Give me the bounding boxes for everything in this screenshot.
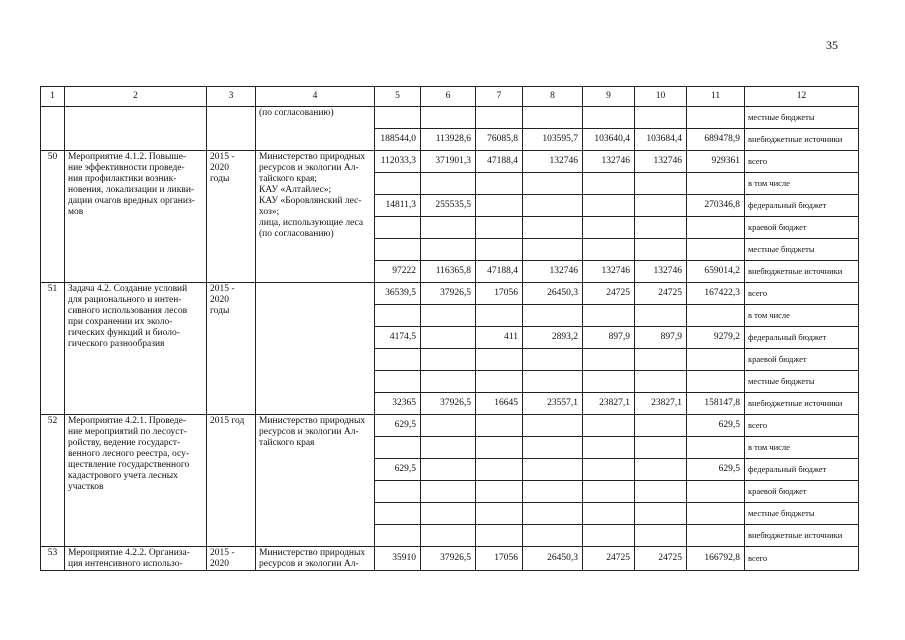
value-cell — [421, 437, 476, 459]
period-cell — [207, 415, 256, 547]
row-number-cell: 50 — [41, 151, 65, 283]
column-header: 2 — [65, 87, 207, 107]
value-cell — [421, 525, 476, 547]
value-cell — [375, 107, 421, 129]
value-cell — [583, 349, 635, 371]
value-cell: 158147,8 — [687, 393, 745, 415]
value-cell — [635, 305, 687, 327]
value-cell: 2893,2 — [523, 327, 583, 349]
funding-source-cell: краевой бюджет — [745, 349, 859, 371]
value-cell — [421, 217, 476, 239]
value-cell: 897,9 — [583, 327, 635, 349]
executor-cell — [256, 547, 375, 571]
value-cell — [583, 195, 635, 217]
value-cell — [523, 371, 583, 393]
measure-name-cell — [65, 415, 207, 547]
funding-source-cell: внебюджетные источники — [745, 525, 859, 547]
value-cell — [523, 481, 583, 503]
measure-name-cell — [65, 107, 207, 151]
value-cell — [421, 173, 476, 195]
value-cell: 132746 — [635, 151, 687, 173]
value-cell — [635, 481, 687, 503]
period-text: 2015 год — [210, 416, 245, 426]
value-cell — [687, 239, 745, 261]
value-cell — [583, 217, 635, 239]
value-cell — [635, 525, 687, 547]
value-cell — [375, 349, 421, 371]
value-cell — [687, 525, 745, 547]
column-header: 9 — [583, 87, 635, 107]
value-cell: 112033,3 — [375, 151, 421, 173]
value-cell — [476, 173, 523, 195]
value-cell: 23557,1 — [523, 393, 583, 415]
funding-source-cell: в том числе — [745, 173, 859, 195]
column-header: 12 — [745, 87, 859, 107]
row-number-cell — [41, 107, 65, 151]
value-cell — [421, 503, 476, 525]
value-cell: 14811,3 — [375, 195, 421, 217]
table-row — [41, 547, 859, 571]
budget-table — [40, 86, 859, 571]
value-cell — [583, 503, 635, 525]
value-cell — [476, 481, 523, 503]
value-cell: 689478,9 — [687, 129, 745, 151]
row-number-cell: 53 — [41, 547, 65, 571]
executor-cell — [256, 107, 375, 151]
value-cell — [523, 305, 583, 327]
value-cell: 629,5 — [375, 415, 421, 437]
value-cell: 37926,5 — [421, 283, 476, 305]
period-cell — [207, 283, 256, 415]
value-cell — [375, 481, 421, 503]
period-text: 2015 - 2020 годы — [210, 284, 235, 316]
funding-source-cell: всего — [745, 547, 859, 571]
value-cell: 371901,3 — [421, 151, 476, 173]
value-cell: 17056 — [476, 283, 523, 305]
value-cell — [421, 239, 476, 261]
value-cell — [476, 239, 523, 261]
value-cell: 23827,1 — [635, 393, 687, 415]
value-cell: 167422,3 — [687, 283, 745, 305]
value-cell — [421, 371, 476, 393]
measure-name-cell — [65, 151, 207, 283]
row-number-cell: 52 — [41, 415, 65, 547]
column-header: 10 — [635, 87, 687, 107]
period-cell — [207, 547, 256, 571]
executor-text: Министерство природных ресурсов и экологии Ал- — [259, 548, 366, 569]
executor-text: (по согласованию) — [259, 108, 334, 118]
value-cell: 24725 — [583, 283, 635, 305]
value-cell — [583, 173, 635, 195]
value-cell — [375, 437, 421, 459]
value-cell — [476, 305, 523, 327]
period-cell — [207, 107, 256, 151]
value-cell: 188544,0 — [375, 129, 421, 151]
value-cell — [635, 173, 687, 195]
value-cell — [476, 371, 523, 393]
value-cell — [375, 371, 421, 393]
value-cell: 37926,5 — [421, 547, 476, 571]
funding-source-cell: всего — [745, 283, 859, 305]
value-cell — [523, 437, 583, 459]
value-cell: 929361 — [687, 151, 745, 173]
value-cell: 116365,8 — [421, 261, 476, 283]
executor-cell — [256, 415, 375, 547]
table-row — [41, 283, 859, 305]
executor-text: Министерство природных ресурсов и экологии Ал- тайского края; КАУ «Алтайлес»; КАУ «Боровлянский лес- хоз»; лица, использующие леса (по согласованию) — [259, 152, 366, 239]
value-cell — [375, 305, 421, 327]
value-cell — [583, 459, 635, 481]
value-cell — [583, 415, 635, 437]
value-cell: 103640,4 — [583, 129, 635, 151]
column-header: 11 — [687, 87, 745, 107]
funding-source-cell: федеральный бюджет — [745, 195, 859, 217]
value-cell — [583, 525, 635, 547]
header-row — [41, 87, 859, 107]
value-cell: 270346,8 — [687, 195, 745, 217]
measure-name-text: Задача 4.2. Создание условий для рационального и интен- сивного использования лесов при сохранении их эколо- гических функций и биоло- гического разнообразия — [68, 284, 188, 349]
measure-name-cell — [65, 547, 207, 571]
value-cell: 47188,4 — [476, 151, 523, 173]
value-cell — [687, 107, 745, 129]
period-cell — [207, 151, 256, 283]
table-row — [41, 151, 859, 173]
value-cell — [476, 349, 523, 371]
value-cell — [476, 415, 523, 437]
value-cell — [523, 217, 583, 239]
funding-source-cell: всего — [745, 415, 859, 437]
value-cell — [687, 437, 745, 459]
value-cell — [523, 195, 583, 217]
value-cell — [476, 437, 523, 459]
value-cell — [635, 195, 687, 217]
value-cell — [523, 349, 583, 371]
column-header: 1 — [41, 87, 65, 107]
value-cell — [583, 239, 635, 261]
funding-source-cell: федеральный бюджет — [745, 327, 859, 349]
row-number-cell: 51 — [41, 283, 65, 415]
value-cell: 16645 — [476, 393, 523, 415]
measure-name-text: Мероприятие 4.1.2. Повыше- ние эффективности проведе- ния профилактики возник- новения, локализации и ликви- дации очагов вредных организ- мов — [68, 152, 195, 217]
value-cell — [583, 107, 635, 129]
table-row — [41, 107, 859, 129]
value-cell — [421, 349, 476, 371]
value-cell: 35910 — [375, 547, 421, 571]
value-cell: 24725 — [635, 283, 687, 305]
column-header: 7 — [476, 87, 523, 107]
funding-source-cell: в том числе — [745, 305, 859, 327]
funding-source-cell: местные бюджеты — [745, 239, 859, 261]
value-cell — [523, 525, 583, 547]
period-text: 2015 - 2020 годы — [210, 152, 235, 184]
value-cell: 32365 — [375, 393, 421, 415]
measure-name-cell — [65, 283, 207, 415]
value-cell — [421, 481, 476, 503]
funding-source-cell: местные бюджеты — [745, 371, 859, 393]
value-cell: 103684,4 — [635, 129, 687, 151]
value-cell — [635, 437, 687, 459]
funding-source-cell: внебюджетные источники — [745, 393, 859, 415]
value-cell: 411 — [476, 327, 523, 349]
value-cell — [421, 327, 476, 349]
value-cell — [421, 459, 476, 481]
value-cell — [375, 173, 421, 195]
value-cell — [635, 459, 687, 481]
column-header: 5 — [375, 87, 421, 107]
value-cell — [635, 503, 687, 525]
value-cell — [687, 305, 745, 327]
value-cell: 132746 — [523, 151, 583, 173]
value-cell — [687, 349, 745, 371]
value-cell — [421, 305, 476, 327]
value-cell: 76085,8 — [476, 129, 523, 151]
value-cell: 97222 — [375, 261, 421, 283]
value-cell — [583, 437, 635, 459]
value-cell — [635, 107, 687, 129]
value-cell: 132746 — [635, 261, 687, 283]
value-cell — [523, 503, 583, 525]
column-header: 4 — [256, 87, 375, 107]
value-cell: 9279,2 — [687, 327, 745, 349]
value-cell: 26450,3 — [523, 547, 583, 571]
value-cell — [523, 107, 583, 129]
value-cell — [476, 459, 523, 481]
value-cell: 24725 — [583, 547, 635, 571]
value-cell: 629,5 — [687, 459, 745, 481]
value-cell: 132746 — [583, 151, 635, 173]
value-cell — [635, 415, 687, 437]
value-cell — [687, 481, 745, 503]
value-cell: 629,5 — [687, 415, 745, 437]
funding-source-cell: краевой бюджет — [745, 481, 859, 503]
value-cell — [476, 525, 523, 547]
value-cell — [523, 173, 583, 195]
value-cell — [583, 481, 635, 503]
funding-source-cell: внебюджетные источники — [745, 129, 859, 151]
value-cell — [476, 195, 523, 217]
executor-cell — [256, 151, 375, 283]
value-cell — [375, 217, 421, 239]
funding-source-cell: местные бюджеты — [745, 503, 859, 525]
value-cell: 132746 — [583, 261, 635, 283]
column-header: 6 — [421, 87, 476, 107]
value-cell — [635, 217, 687, 239]
value-cell: 17056 — [476, 547, 523, 571]
value-cell — [523, 459, 583, 481]
value-cell: 113928,6 — [421, 129, 476, 151]
executor-cell — [256, 283, 375, 415]
value-cell — [476, 503, 523, 525]
funding-source-cell: местные бюджеты — [745, 107, 859, 129]
table-row — [41, 415, 859, 437]
value-cell — [635, 371, 687, 393]
value-cell — [687, 217, 745, 239]
measure-name-text: Мероприятие 4.2.2. Организа- ция интенсивного использо- — [68, 548, 190, 569]
value-cell: 24725 — [635, 547, 687, 571]
value-cell — [476, 107, 523, 129]
value-cell: 132746 — [523, 261, 583, 283]
value-cell — [375, 503, 421, 525]
period-text: 2015 - 2020 — [210, 548, 235, 569]
value-cell — [687, 371, 745, 393]
value-cell — [583, 305, 635, 327]
funding-source-cell: всего — [745, 151, 859, 173]
value-cell — [421, 107, 476, 129]
value-cell — [421, 415, 476, 437]
funding-source-cell: федеральный бюджет — [745, 459, 859, 481]
value-cell: 47188,4 — [476, 261, 523, 283]
value-cell — [635, 239, 687, 261]
value-cell — [523, 415, 583, 437]
funding-source-cell: внебюджетные источники — [745, 261, 859, 283]
column-header: 3 — [207, 87, 256, 107]
funding-source-cell: краевой бюджет — [745, 217, 859, 239]
value-cell — [375, 525, 421, 547]
value-cell: 897,9 — [635, 327, 687, 349]
value-cell: 629,5 — [375, 459, 421, 481]
value-cell — [583, 371, 635, 393]
value-cell: 659014,2 — [687, 261, 745, 283]
measure-name-text: Мероприятие 4.2.1. Проведе- ние мероприятий по лесоуст- ройству, ведение государст- венного лесного реестра, осу- ществление государственного кадастрового учета лесных участков — [68, 416, 190, 492]
value-cell — [375, 239, 421, 261]
executor-text: Министерство природных ресурсов и экологии Ал- тайского края — [259, 416, 366, 448]
value-cell: 26450,3 — [523, 283, 583, 305]
value-cell: 23827,1 — [583, 393, 635, 415]
value-cell — [523, 239, 583, 261]
value-cell: 103595,7 — [523, 129, 583, 151]
value-cell — [687, 503, 745, 525]
value-cell — [687, 173, 745, 195]
value-cell: 166792,8 — [687, 547, 745, 571]
funding-source-cell: в том числе — [745, 437, 859, 459]
value-cell: 4174,5 — [375, 327, 421, 349]
value-cell — [635, 349, 687, 371]
page-number: 35 — [826, 38, 838, 52]
value-cell — [476, 217, 523, 239]
value-cell: 255535,5 — [421, 195, 476, 217]
value-cell: 37926,5 — [421, 393, 476, 415]
column-header: 8 — [523, 87, 583, 107]
value-cell: 36539,5 — [375, 283, 421, 305]
